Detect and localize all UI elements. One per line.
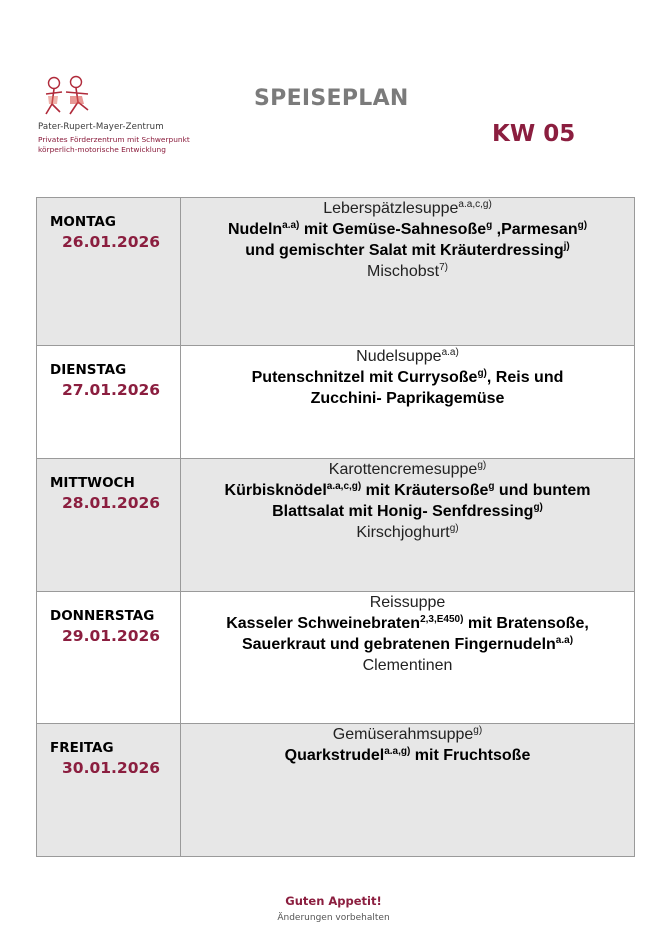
day-date: 29.01.2026 [62,627,161,645]
main-dish: Putenschnitzel mit Currysoße$^{g)}$, Reis und Zucchini- Paprikagemüse [251,368,564,407]
week-number: KW 05 [492,121,576,147]
day-date: 28.01.2026 [62,494,161,512]
day-name: FREITAG [50,740,114,756]
day-name: MITTWOCH [50,475,135,491]
logo [38,74,198,155]
main-dish: Nudeln$^{a.a)}$ mit Gemüse-Sahnesoße$^g$ ,Parmesan$^{g)}$ und gemischter Salat mit Kräuterdressing$^{j)}$ [227,220,588,259]
org-subtitle-line-2: körperlich-motorische Entwicklung [38,145,166,154]
children-figures-icon [40,74,106,120]
dessert: Clementinen [362,657,453,674]
day-row-thursday [37,592,635,724]
day-date: 26.01.2026 [62,233,161,251]
day-row-friday [37,724,635,857]
changes-note: Änderungen vorbehalten [277,913,390,923]
greeting: Guten Appetit! [285,894,382,908]
org-subtitle-line-1: Privates Förderzentrum mit Schwerpunkt [38,135,190,144]
soup: Nudelsuppe$^{a.a)}$ [356,347,459,365]
day-row-wednesday [37,459,635,592]
day-name: DONNERSTAG [50,608,155,624]
day-date: 30.01.2026 [62,759,161,777]
soup: Karottencremesuppe$^{g)}$ [328,460,487,478]
page-title: SPEISEPLAN [254,86,409,111]
main-dish: Quarkstrudel$^{a.a,g)}$ mit Fruchtsoße [284,746,531,764]
day-row-tuesday [37,346,635,459]
soup: Reissuppe [369,594,446,611]
dessert: Mischobst$^{7)}$ [367,262,448,280]
soup: Leberspätzlesuppe$^{a.a,c,g)}$ [323,199,492,217]
dessert: Kirschjoghurt$^{g)}$ [356,523,459,541]
day-name: MONTAG [50,214,116,230]
menu-table [36,197,635,857]
day-name: DIENSTAG [50,362,127,378]
main-dish: Kürbisknödel$^{a.a,c,g)}$ mit Kräutersoße$^g$ und buntem Blattsalat mit Honig- Senfdressing$^{g)}$ [224,481,591,520]
org-name: Pater-Rupert-Mayer-Zentrum [38,122,164,132]
day-date: 27.01.2026 [62,381,161,399]
soup: Gemüserahmsuppe$^{g)}$ [332,725,483,743]
day-row-monday [37,198,635,346]
main-dish: Kasseler Schweinebraten$^{2,3,E450)}$ mit Bratensoße, Sauerkraut und gebratenen Fingernudeln$^{a.a)}$ [226,614,589,653]
